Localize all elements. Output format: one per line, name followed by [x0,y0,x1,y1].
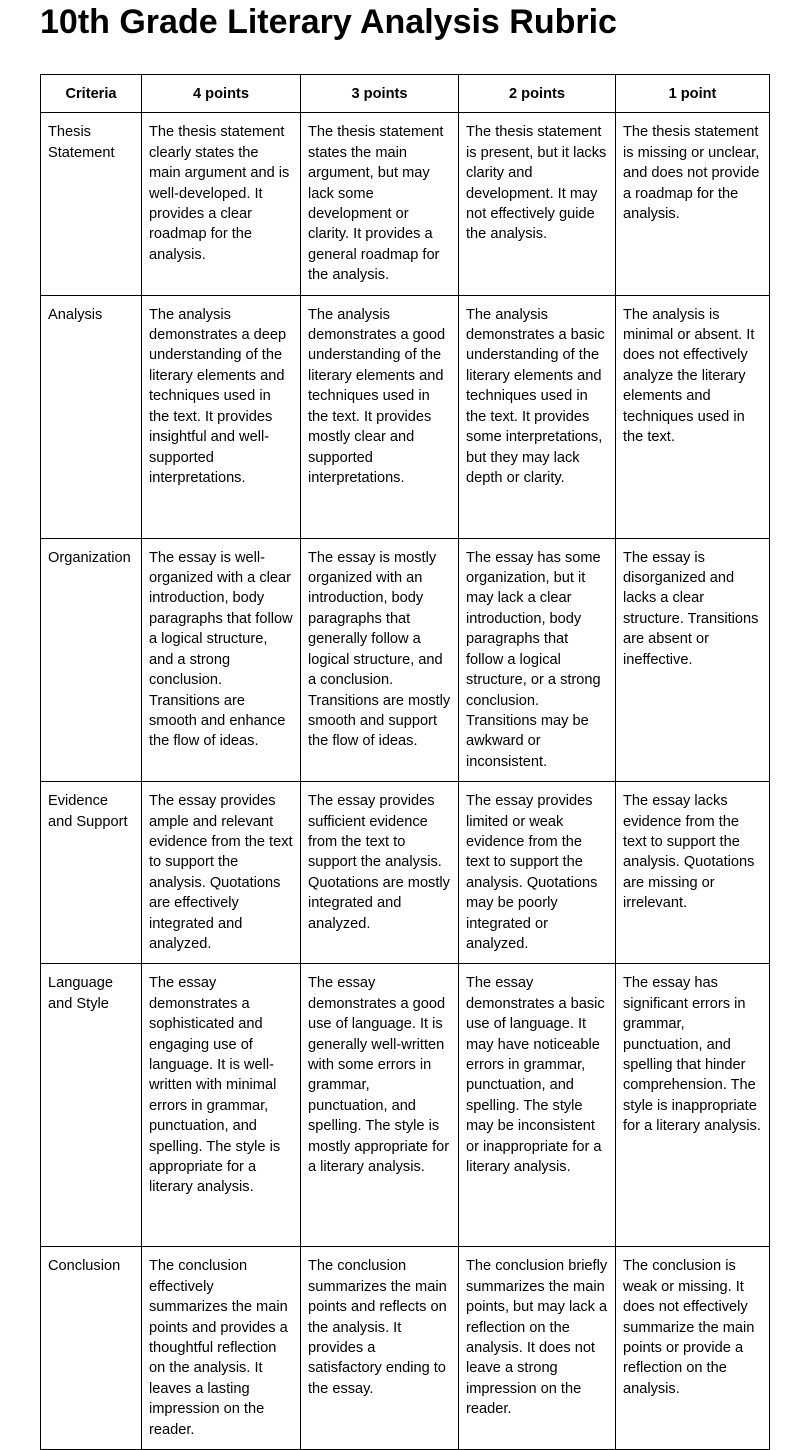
header-2-points: 2 points [459,75,616,113]
table-row [41,295,770,538]
rubric-cell: The analysis demonstrates a good understanding of the literary elements and techniques used in the text. It provides mostly clear and supported interpretations. [301,295,459,538]
rubric-cell: The essay is disorganized and lacks a clear structure. Transitions are absent or ineffective. [616,538,770,781]
rubric-cell: The thesis statement clearly states the main argument and is well-developed. It provides a clear roadmap for the analysis. [142,113,301,295]
rubric-cell: The essay provides limited or weak evidence from the text to support the analysis. Quotations may be poorly integrated or analyzed. [459,782,616,964]
criteria-cell: Thesis Statement [41,113,142,295]
table-header-row [41,75,770,113]
rubric-cell: The essay demonstrates a good use of language. It is generally well-written with some errors in grammar, punctuation, and spelling. The style is mostly appropriate for a literary analysis. [301,964,459,1247]
header-1-point: 1 point [616,75,770,113]
table-row [41,964,770,1247]
criteria-cell: Evidence and Support [41,782,142,964]
header-criteria: Criteria [41,75,142,113]
rubric-cell: The conclusion is weak or missing. It does not effectively summarize the main points or provide a reflection on the analysis. [616,1247,770,1450]
criteria-cell: Language and Style [41,964,142,1247]
rubric-table [40,74,770,1450]
rubric-cell: The essay provides sufficient evidence from the text to support the analysis. Quotations are mostly integrated and analyzed. [301,782,459,964]
rubric-cell: The essay is well-organized with a clear introduction, body paragraphs that follow a logical structure, and a strong conclusion. Transitions are smooth and enhance the flow of ideas. [142,538,301,781]
rubric-cell: The analysis demonstrates a deep understanding of the literary elements and techniques used in the text. It provides insightful and well-supported interpretations. [142,295,301,538]
criteria-cell: Analysis [41,295,142,538]
rubric-cell: The conclusion summarizes the main points and reflects on the analysis. It provides a satisfactory ending to the essay. [301,1247,459,1450]
rubric-cell: The essay lacks evidence from the text to support the analysis. Quotations are missing or irrelevant. [616,782,770,964]
rubric-cell: The thesis statement is present, but it lacks clarity and development. It may not effectively guide the analysis. [459,113,616,295]
rubric-cell: The essay has significant errors in grammar, punctuation, and spelling that hinder comprehension. The style is inappropriate for a literary analysis. [616,964,770,1247]
table-row [41,538,770,781]
criteria-cell: Organization [41,538,142,781]
table-row [41,782,770,964]
rubric-cell: The essay provides ample and relevant evidence from the text to support the analysis. Quotations are effectively integrated and analyzed. [142,782,301,964]
rubric-cell: The thesis statement is missing or unclear, and does not provide a roadmap for the analysis. [616,113,770,295]
rubric-cell: The essay is mostly organized with an introduction, body paragraphs that generally follow a logical structure, and a conclusion. Transitions are mostly smooth and support the flow of ideas. [301,538,459,781]
rubric-cell: The essay has some organization, but it may lack a clear introduction, body paragraphs that follow a logical structure, or a strong conclusion. Transitions may be awkward or inconsistent. [459,538,616,781]
header-3-points: 3 points [301,75,459,113]
table-row [41,1247,770,1450]
rubric-cell: The essay demonstrates a basic use of language. It may have noticeable errors in grammar, punctuation, and spelling. The style may be inconsistent or inappropriate for a literary analysis. [459,964,616,1247]
rubric-cell: The thesis statement states the main argument, but may lack some development or clarity. It provides a general roadmap for the analysis. [301,113,459,295]
page-title: 10th Grade Literary Analysis Rubric [40,3,617,41]
rubric-cell: The essay demonstrates a sophisticated and engaging use of language. It is well-written with minimal errors in grammar, punctuation, and spelling. The style is appropriate for a literary analysis. [142,964,301,1247]
table-row [41,113,770,295]
rubric-cell: The conclusion effectively summarizes the main points and provides a thoughtful reflection on the analysis. It leaves a lasting impression on the reader. [142,1247,301,1450]
criteria-cell: Conclusion [41,1247,142,1450]
header-4-points: 4 points [142,75,301,113]
rubric-cell: The conclusion briefly summarizes the main points, but may lack a reflection on the analysis. It does not leave a strong impression on the reader. [459,1247,616,1450]
rubric-cell: The analysis demonstrates a basic understanding of the literary elements and techniques used in the text. It provides some interpretations, but they may lack depth or clarity. [459,295,616,538]
rubric-cell: The analysis is minimal or absent. It does not effectively analyze the literary elements and techniques used in the text. [616,295,770,538]
